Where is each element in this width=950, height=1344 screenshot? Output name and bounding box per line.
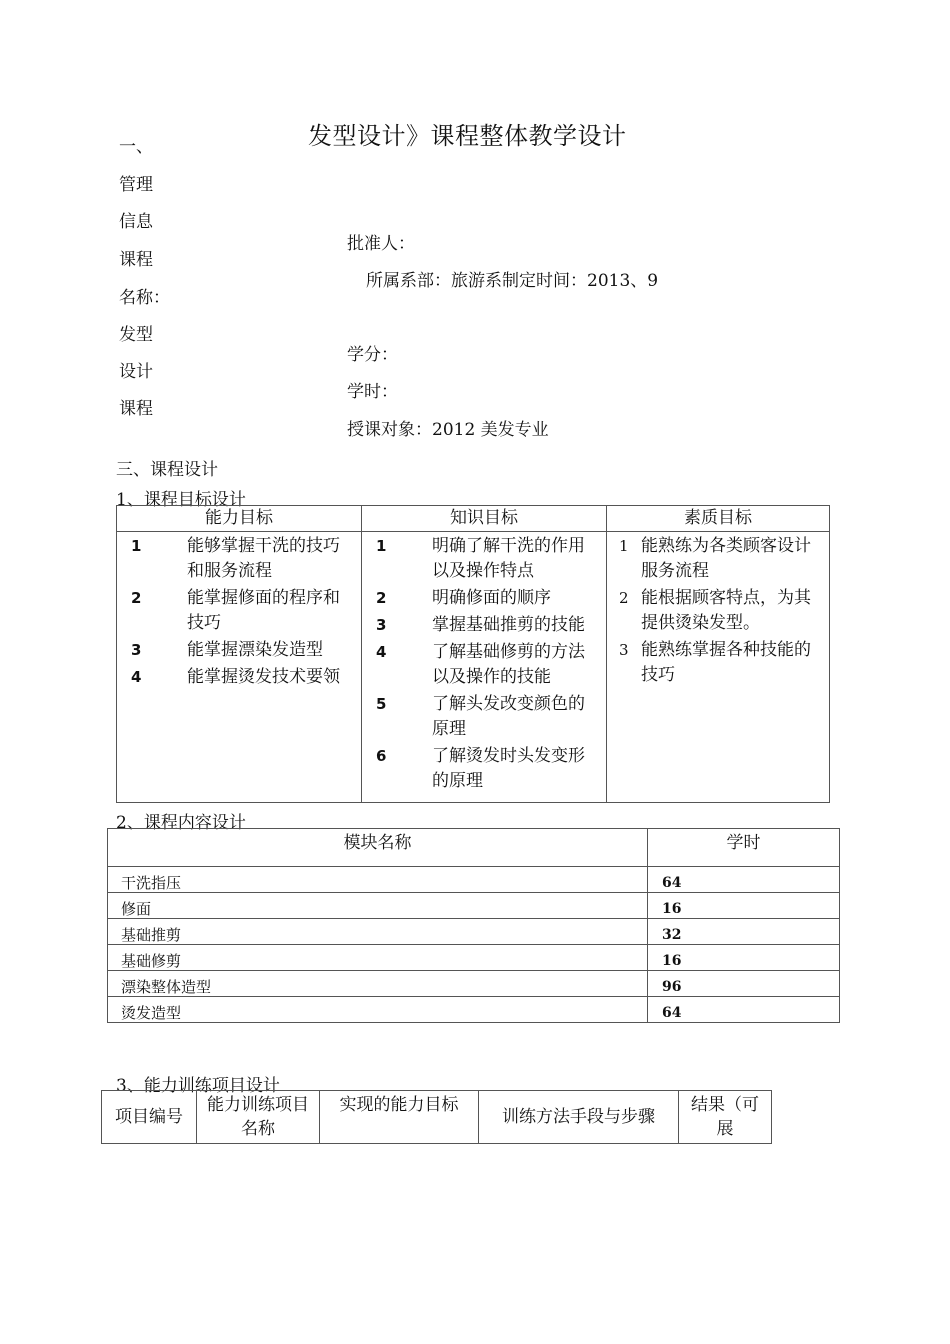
goal-item — [117, 665, 361, 690]
goal-number: 2 — [376, 589, 387, 607]
module-name: 干洗指压 — [108, 867, 648, 893]
left-column-item: 一、 — [119, 137, 153, 157]
module-hours: 96 — [648, 971, 840, 997]
goal-item — [362, 534, 606, 584]
goal-number: 2 — [131, 589, 142, 607]
dept-time-line: 所属系部：旅游系制定时间：2013、9 — [366, 271, 659, 291]
goal-item — [117, 638, 361, 663]
module-name: 基础推剪 — [108, 919, 648, 945]
goal-item — [117, 534, 361, 584]
goal-item — [362, 613, 606, 638]
goal-text: 明确修面的顺序 — [432, 588, 551, 608]
left-column-item: 设计 — [119, 362, 153, 382]
audience-line: 授课对象：2012 美发专业 — [347, 420, 549, 440]
training-header: 实现的能力目标 — [320, 1091, 479, 1144]
goals-header: 素质目标 — [607, 506, 830, 532]
goal-text: 明确了解干洗的作用以及操作特点 — [432, 536, 585, 581]
goal-text: 能掌握修面的程序和技巧 — [187, 588, 340, 633]
goal-number: 5 — [376, 695, 387, 713]
table-row — [108, 997, 840, 1023]
table-row — [108, 971, 840, 997]
section-heading: 三、课程设计 — [116, 460, 218, 480]
subsection-heading: 3、能力训练项目设计 — [116, 1076, 280, 1096]
training-header: 能力训练项目名称 — [197, 1091, 320, 1144]
goal-number: 3 — [131, 641, 142, 659]
goal-item — [362, 640, 606, 690]
training-header: 项目编号 — [102, 1091, 197, 1144]
goal-item — [607, 534, 829, 584]
ability-goals-cell — [117, 532, 362, 803]
goal-number: 3 — [376, 616, 387, 634]
goal-text: 能掌握漂染发造型 — [187, 640, 323, 660]
goal-item — [362, 692, 606, 742]
table-row — [108, 867, 840, 893]
module-hours: 16 — [648, 945, 840, 971]
left-column-item: 课程 — [119, 399, 153, 419]
approver-label: 批准人： — [347, 234, 415, 254]
module-name: 漂染整体造型 — [108, 971, 648, 997]
goal-text: 能熟练掌握各种技能的技巧 — [641, 640, 811, 685]
goal-item — [607, 638, 829, 688]
training-header: 结果（可展 — [679, 1091, 772, 1144]
knowledge-goals-cell — [362, 532, 607, 803]
goal-number: 4 — [131, 668, 142, 686]
quality-goals-cell — [607, 532, 830, 803]
module-hours: 64 — [648, 997, 840, 1023]
left-column-item: 发型 — [119, 325, 153, 345]
subsection-heading: 1、课程目标设计 — [116, 490, 246, 510]
left-column-item: 课程 — [119, 250, 153, 270]
goal-text: 掌握基础推剪的技能 — [432, 615, 585, 635]
hours-label: 学时： — [347, 382, 398, 402]
goal-number: 2 — [619, 589, 629, 607]
module-name: 烫发造型 — [108, 997, 648, 1023]
left-column-item: 名称： — [119, 288, 170, 308]
goal-text: 能掌握烫发技术要领 — [187, 667, 340, 687]
goal-item — [362, 586, 606, 611]
training-header: 训练方法手段与步骤 — [479, 1091, 679, 1144]
goal-number: 1 — [376, 537, 387, 555]
left-column-item: 管理 — [119, 175, 153, 195]
credits-label: 学分： — [347, 345, 398, 365]
goals-table — [116, 505, 830, 803]
table-row — [108, 919, 840, 945]
goal-item — [362, 744, 606, 794]
module-hours: 64 — [648, 867, 840, 893]
module-hours: 32 — [648, 919, 840, 945]
table-row — [108, 893, 840, 919]
goal-number: 1 — [131, 537, 142, 555]
module-name: 基础修剪 — [108, 945, 648, 971]
content-header: 学时 — [648, 829, 840, 867]
content-table — [107, 828, 840, 1023]
goal-text: 能够掌握干洗的技巧和服务流程 — [187, 536, 340, 581]
goal-text: 了解烫发时头发变形的原理 — [432, 746, 585, 791]
goal-text: 能根据顾客特点，为其提供烫染发型。 — [641, 588, 811, 633]
training-table — [101, 1090, 772, 1144]
content-header: 模块名称 — [108, 829, 648, 867]
goal-text: 了解基础修剪的方法以及操作的技能 — [432, 642, 585, 687]
goal-item — [607, 586, 829, 636]
module-name: 修面 — [108, 893, 648, 919]
goal-number: 4 — [376, 643, 387, 661]
goal-number: 3 — [619, 641, 629, 659]
goals-header: 能力目标 — [117, 506, 362, 532]
goal-item — [117, 586, 361, 636]
goal-number: 6 — [376, 747, 387, 765]
module-hours: 16 — [648, 893, 840, 919]
goals-header: 知识目标 — [362, 506, 607, 532]
subsection-heading: 2、课程内容设计 — [116, 813, 246, 833]
goal-text: 能熟练为各类顾客设计服务流程 — [641, 536, 811, 581]
goal-text: 了解头发改变颜色的原理 — [432, 694, 585, 739]
page-title: 发型设计》课程整体教学设计 — [308, 122, 627, 150]
goal-number: 1 — [619, 537, 629, 555]
left-column-item: 信息 — [119, 212, 153, 232]
table-row — [108, 945, 840, 971]
